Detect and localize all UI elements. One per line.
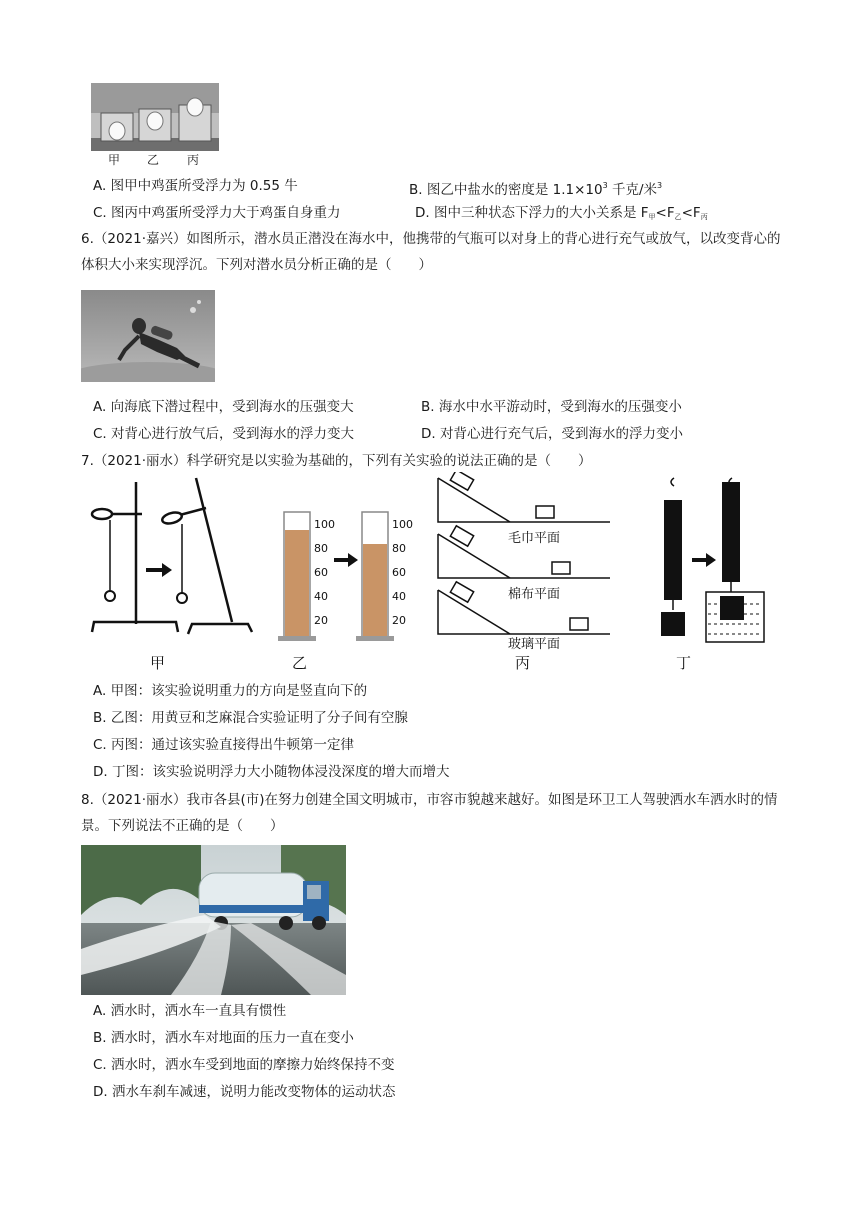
- svg-text:80: 80: [392, 542, 406, 555]
- q6-option-c: C. 对背心进行放气后，受到海水的浮力变大: [93, 426, 355, 442]
- svg-text:100: 100: [392, 518, 413, 531]
- ramp-figures: [438, 472, 610, 634]
- svg-text:40: 40: [314, 590, 328, 603]
- q5-option-c: C. 图丙中鸡蛋所受浮力大于鸡蛋自身重力: [93, 205, 341, 221]
- q7-option-d: D. 丁图：该实验说明浮力大小随物体浸没深度的增大而增大: [93, 764, 450, 780]
- q7-label-jia: 甲: [150, 654, 166, 672]
- q8-option-d: D. 洒水车刹车减速，说明力能改变物体的运动状态: [93, 1084, 396, 1100]
- q7-label-ding: 丁: [676, 654, 692, 672]
- q5-option-d: D. 图中三种状态下浮力的大小关系是 $F_甲<F_乙<F_丙$: [415, 205, 708, 221]
- surface-glass: 玻璃平面: [508, 637, 561, 652]
- q6-stem: 6.（2021·嘉兴）如图所示，潜水员正潜没在海水中，他携带的气瓶可以对身上的背心进行充气或放气，以改变背心的体积大小来实现浮沉。下列对潜水员分析正确的是（ ）: [81, 231, 781, 273]
- q5-option-b: B. 图乙中盐水的密度是 $1.1\times 10^3$ 千克/米$^3$: [409, 181, 663, 198]
- q6-option-d: D. 对背心进行充气后，受到海水的浮力变小: [421, 426, 683, 442]
- q7-figure: [80, 472, 780, 682]
- svg-text:80: 80: [314, 542, 328, 555]
- svg-text:40: 40: [392, 590, 406, 603]
- q7-option-b: B. 乙图：用黄豆和芝麻混合实验证明了分子间有空腺: [93, 710, 408, 726]
- q8-stem: 8.（2021·丽水）我市各县(市)在努力创建全国文明城市，市容市貌越来越好。如图是环卫工人驾驶洒水车洒水时的情景。下列说法不正确的是（ ）: [81, 792, 778, 834]
- surface-cotton: 棉布平面: [508, 587, 561, 602]
- q6-option-b: B. 海水中水平游动时，受到海水的压强变小: [421, 399, 682, 415]
- q7-label-bing: 丙: [515, 654, 531, 672]
- svg-text:60: 60: [314, 566, 328, 579]
- q8-option-c: C. 洒水时，洒水车受到地面的摩擦力始终保持不变: [93, 1057, 395, 1073]
- svg-text:60: 60: [392, 566, 406, 579]
- svg-text:100: 100: [314, 518, 335, 531]
- q6-option-a: A. 向海底下潜过程中，受到海水的压强变大: [93, 399, 354, 415]
- q7-stem: 7.（2021·丽水）科学研究是以实验为基础的，下列有关实验的说法正确的是（ ）: [81, 453, 592, 469]
- eggs-photo: [91, 83, 219, 151]
- surface-towel: 毛巾平面: [508, 531, 561, 546]
- svg-text:20: 20: [314, 614, 328, 627]
- stand-upright-figure: [92, 482, 178, 632]
- q7-option-a: A. 甲图：该实验说明重力的方向是竖直向下的: [93, 683, 368, 699]
- q7-label-yi: 乙: [292, 654, 308, 672]
- q5-option-a: A. 图甲中鸡蛋所受浮力为 0.55 牛: [93, 178, 298, 194]
- eggs-label-bing: 丙: [187, 153, 200, 167]
- svg-text:20: 20: [392, 614, 406, 627]
- water-truck-photo: [81, 845, 346, 995]
- q8-option-a: A. 洒水时，洒水车一直具有惯性: [93, 1003, 287, 1019]
- q7-option-c: C. 丙图：通过该实验直接得出牛顿第一定律: [93, 737, 355, 753]
- diver-photo: [81, 290, 215, 382]
- eggs-label-yi: 乙: [147, 153, 160, 167]
- eggs-label-jia: 甲: [108, 153, 121, 167]
- q8-option-b: B. 洒水时，洒水车对地面的压力一直在变小: [93, 1030, 354, 1046]
- spring-scale-left: [661, 478, 685, 636]
- cylinder-left: [278, 512, 335, 641]
- cylinder-right: [356, 512, 413, 641]
